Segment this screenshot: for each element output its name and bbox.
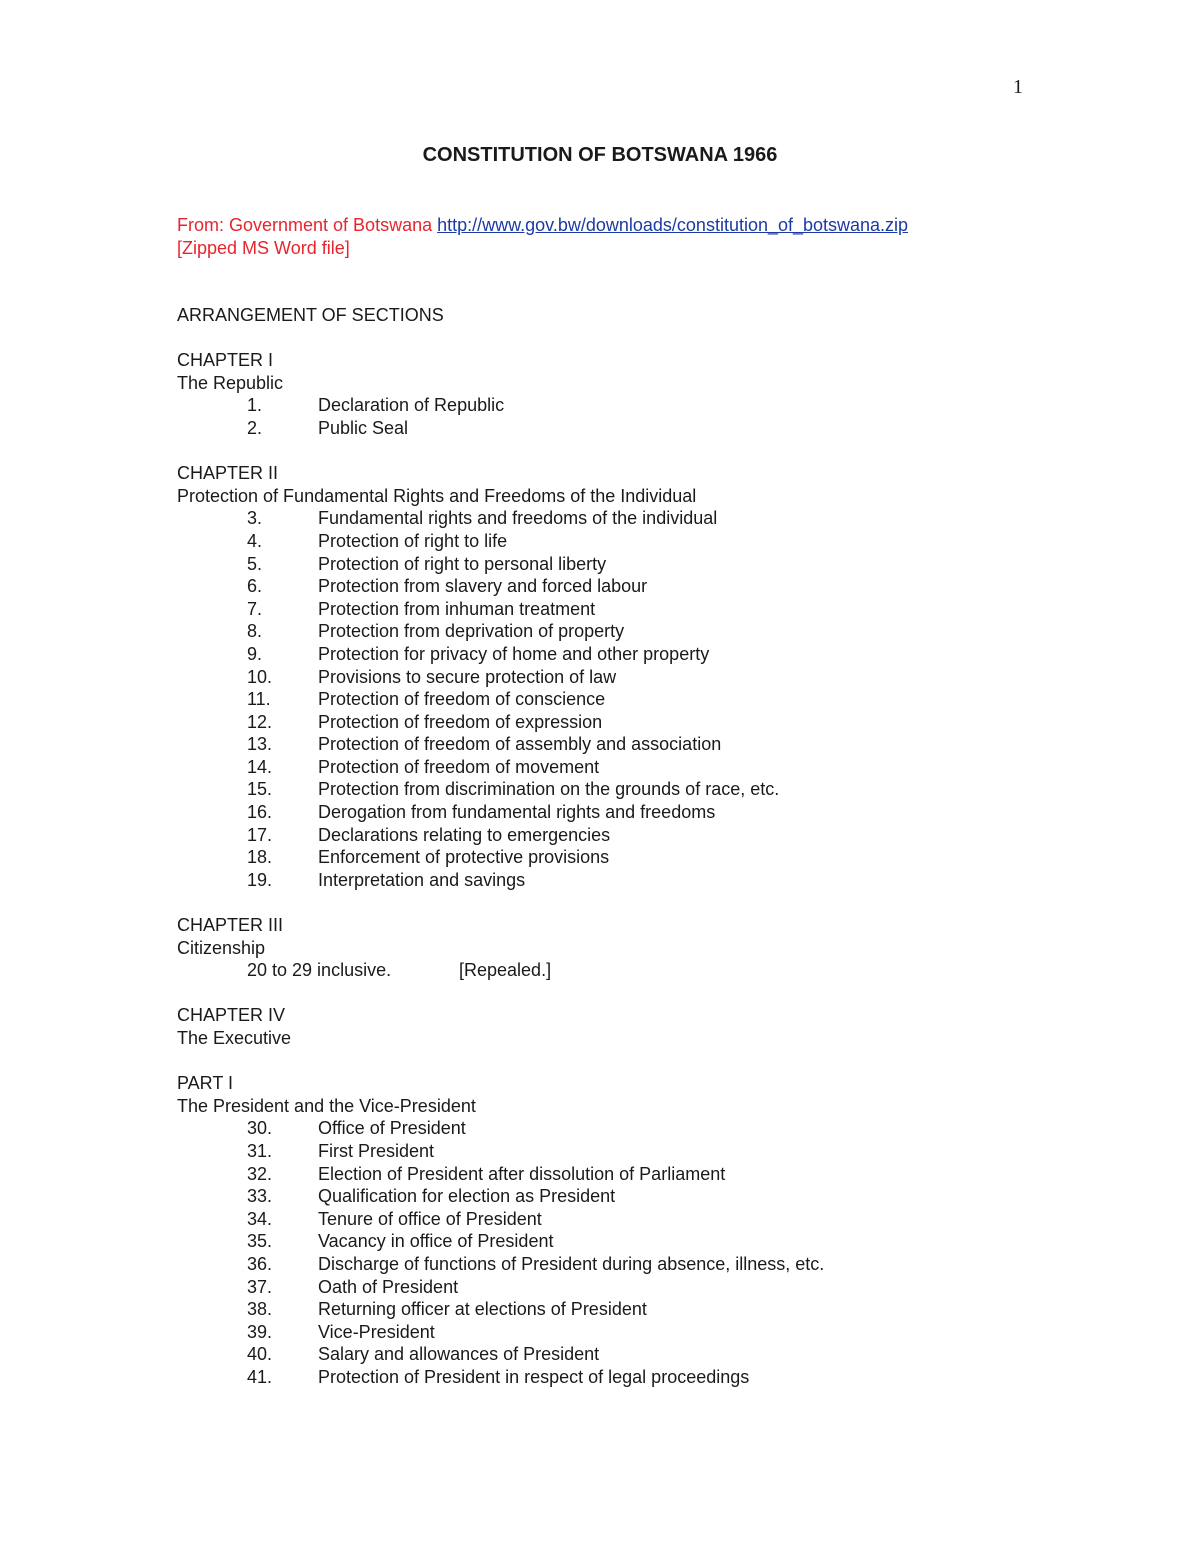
- section-row: [177, 711, 824, 734]
- chapter-block: [177, 1072, 824, 1388]
- section-title: Salary and allowances of President: [318, 1344, 600, 1365]
- section-number: 13.: [247, 734, 273, 755]
- section-title: Protection of President in respect of legal proceedings: [318, 1366, 750, 1387]
- section-row: [177, 1298, 824, 1321]
- section-number: 32.: [247, 1163, 273, 1184]
- section-title: Protection of freedom of expression: [318, 711, 603, 732]
- source-file-note: [Zipped MS Word file]: [177, 238, 350, 258]
- source-note: [177, 214, 908, 260]
- chapter-block: [177, 462, 824, 891]
- section-number: 34.: [247, 1208, 273, 1229]
- section-number: 16.: [247, 802, 273, 823]
- arrangement-heading: ARRANGEMENT OF SECTIONS: [177, 305, 444, 325]
- section-number: 18.: [247, 847, 273, 868]
- section-row: [177, 643, 824, 666]
- section-row: [177, 394, 824, 417]
- chapter-list: [177, 349, 824, 1388]
- section-row: [177, 1140, 824, 1163]
- chapter-subtitle: The President and the Vice-President: [177, 1095, 476, 1116]
- source-prefix: From: Government of Botswana: [177, 215, 433, 235]
- section-title: Qualification for election as President: [318, 1186, 616, 1207]
- section-number: 1.: [247, 395, 263, 416]
- chapter-block: [177, 1004, 824, 1049]
- section-number: 30.: [247, 1118, 273, 1139]
- source-link[interactable]: http://www.gov.bw/downloads/constitution_of_botswana.zip: [437, 215, 909, 235]
- chapter-heading: CHAPTER II: [177, 463, 279, 484]
- chapter-heading: PART I: [177, 1073, 234, 1094]
- section-number: 6.: [247, 576, 263, 597]
- source-line: [177, 214, 908, 237]
- section-row: [177, 553, 824, 576]
- section-row: [177, 1230, 824, 1253]
- section-title: Discharge of functions of President during absence, illness, etc.: [318, 1253, 825, 1274]
- section-row: [177, 1185, 824, 1208]
- section-number: 33.: [247, 1186, 273, 1207]
- section-number: 11.: [247, 689, 271, 710]
- section-title: First President: [318, 1140, 435, 1161]
- section-title: Protection from inhuman treatment: [318, 598, 596, 619]
- section-row: [177, 733, 824, 756]
- section-title: Provisions to secure protection of law: [318, 666, 617, 687]
- section-row: [177, 620, 824, 643]
- section-row: [177, 666, 824, 689]
- section-number: 4.: [247, 530, 263, 551]
- section-number: 15.: [247, 779, 273, 800]
- section-row: [177, 1253, 824, 1276]
- section-title: Interpretation and savings: [318, 869, 526, 890]
- section-title: Derogation from fundamental rights and freedoms: [318, 802, 716, 823]
- chapter-subtitle: The Republic: [177, 372, 284, 393]
- section-title: Oath of President: [318, 1276, 459, 1297]
- section-title: Protection of freedom of movement: [318, 756, 600, 777]
- section-title: Vice-President: [318, 1321, 435, 1342]
- section-number: 10.: [247, 666, 273, 687]
- section-row: [177, 507, 824, 530]
- section-title: Tenure of office of President: [318, 1208, 542, 1229]
- section-row: [177, 1321, 824, 1344]
- section-number: 5.: [247, 553, 263, 574]
- chapter-block: [177, 914, 824, 982]
- section-title: Fundamental rights and freedoms of the individual: [318, 508, 718, 529]
- section-row: [177, 1343, 824, 1366]
- section-title: Declarations relating to emergencies: [318, 824, 611, 845]
- document-title: CONSTITUTION OF BOTSWANA 1966: [422, 144, 778, 166]
- section-row: [177, 1366, 824, 1389]
- section-number: 8.: [247, 621, 263, 642]
- section-title: Enforcement of protective provisions: [318, 847, 610, 868]
- chapter-heading: CHAPTER I: [177, 350, 274, 371]
- section-number: 36.: [247, 1253, 273, 1274]
- section-row: [177, 417, 824, 440]
- section-number: 14.: [247, 756, 273, 777]
- section-number: 37.: [247, 1276, 273, 1297]
- section-number: 41.: [247, 1366, 273, 1387]
- section-title: Protection from deprivation of property: [318, 621, 625, 642]
- section-row: [177, 598, 824, 621]
- section-number: 35.: [247, 1231, 273, 1252]
- section-title: Protection of right to life: [318, 530, 508, 551]
- section-number: 2.: [247, 417, 263, 438]
- page-number: 1: [1013, 76, 1023, 98]
- section-number: 38.: [247, 1299, 273, 1320]
- repealed-sections-row: [177, 959, 824, 982]
- section-title: Protection from slavery and forced labour: [318, 576, 648, 597]
- section-number: 7.: [247, 598, 263, 619]
- section-number: 31.: [247, 1140, 273, 1161]
- section-row: [177, 1163, 824, 1186]
- section-number: 39.: [247, 1321, 273, 1342]
- section-title: Vacancy in office of President: [318, 1231, 554, 1252]
- chapter-heading: CHAPTER IV: [177, 1005, 286, 1026]
- section-title: Protection of freedom of assembly and association: [318, 734, 722, 755]
- section-title: Returning officer at elections of President: [318, 1299, 647, 1320]
- section-row: [177, 756, 824, 779]
- section-number: 3.: [247, 508, 263, 529]
- section-row: [177, 778, 824, 801]
- section-number: 17.: [247, 824, 273, 845]
- section-row: [177, 801, 824, 824]
- section-title: Declaration of Republic: [318, 395, 505, 416]
- section-title: Election of President after dissolution of Parliament: [318, 1163, 726, 1184]
- repealed-range: 20 to 29 inclusive.: [247, 960, 392, 981]
- chapter-subtitle: Citizenship: [177, 937, 266, 958]
- section-number: 40.: [247, 1344, 273, 1365]
- section-row: [177, 1208, 824, 1231]
- section-row: [177, 530, 824, 553]
- section-row: [177, 575, 824, 598]
- section-number: 19.: [247, 869, 273, 890]
- section-number: 12.: [247, 711, 273, 732]
- chapter-subtitle: The Executive: [177, 1028, 292, 1048]
- section-row: [177, 1117, 824, 1140]
- repealed-note: [Repealed.]: [459, 960, 552, 981]
- section-row: [177, 1276, 824, 1299]
- section-title: Office of President: [318, 1118, 466, 1139]
- chapter-subtitle: Protection of Fundamental Rights and Freedoms of the Individual: [177, 485, 697, 506]
- section-title: Protection from discrimination on the grounds of race, etc.: [318, 779, 780, 800]
- section-title: Protection for privacy of home and other property: [318, 643, 710, 664]
- chapter-block: [177, 349, 824, 439]
- section-title: Protection of freedom of conscience: [318, 689, 606, 710]
- section-row: [177, 824, 824, 847]
- section-row: [177, 688, 824, 711]
- section-title: Public Seal: [318, 417, 409, 438]
- section-title: Protection of right to personal liberty: [318, 553, 607, 574]
- section-row: [177, 846, 824, 869]
- section-number: 9.: [247, 643, 263, 664]
- chapter-heading: CHAPTER III: [177, 915, 284, 936]
- section-row: [177, 869, 824, 892]
- arrangement-of-sections: [177, 304, 824, 1411]
